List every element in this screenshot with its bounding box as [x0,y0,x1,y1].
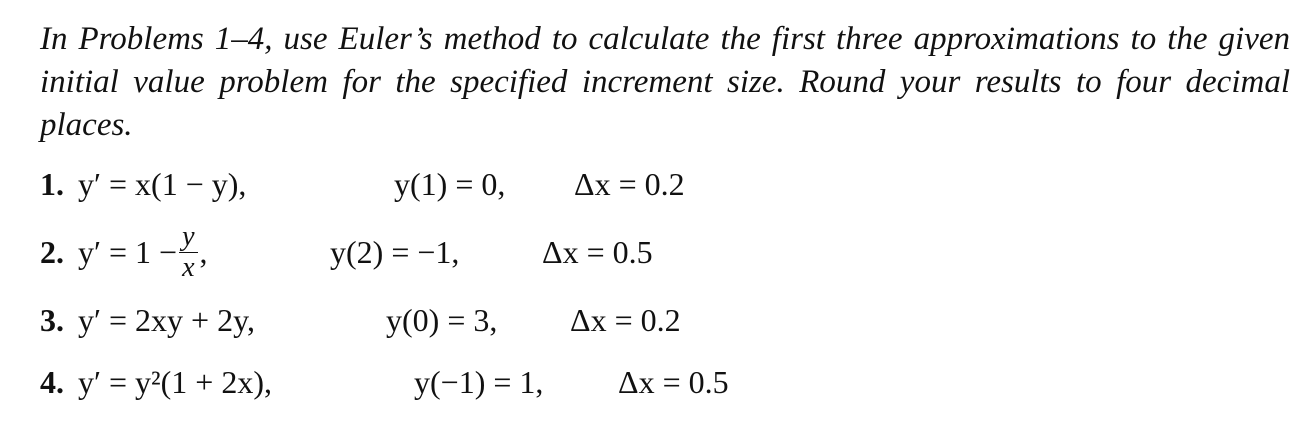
initial-condition: y(0) = 3, [386,302,498,338]
fraction-denominator: x [182,252,195,283]
problem-number: 3. [40,302,64,338]
initial-condition: y(−1) = 1, [414,364,544,400]
problem-3 [40,302,681,339]
equation-prefix: y′ = 1 − [78,234,178,270]
initial-condition: y(1) = 0, [394,166,506,202]
step-size: Δx = 0.5 [618,364,729,400]
initial-condition: y(2) = −1, [330,234,460,270]
fraction-numerator: y [179,222,197,253]
problem-2 [40,222,653,283]
problem-4 [40,364,729,401]
differential-equation: y′ = 2xy + 2y, [78,302,256,338]
fraction [179,222,197,283]
step-size: Δx = 0.2 [570,302,681,338]
problem-number: 4. [40,364,64,400]
differential-equation: y′ = x(1 − y), [78,166,247,202]
instructions-paragraph: In Problems 1–4, use Euler’s method to calculate the first three approximations to the given initial value problem for the specified increment size. Round your results to four decimal places. [40,21,1290,143]
step-size: Δx = 0.5 [542,234,653,270]
problem-1 [40,166,685,203]
step-size: Δx = 0.2 [574,166,685,202]
problem-number: 2. [40,234,64,270]
differential-equation: y′ = y²(1 + 2x), [78,364,272,400]
equation-suffix: , [199,234,208,270]
differential-equation [78,222,330,283]
problem-number: 1. [40,166,64,202]
